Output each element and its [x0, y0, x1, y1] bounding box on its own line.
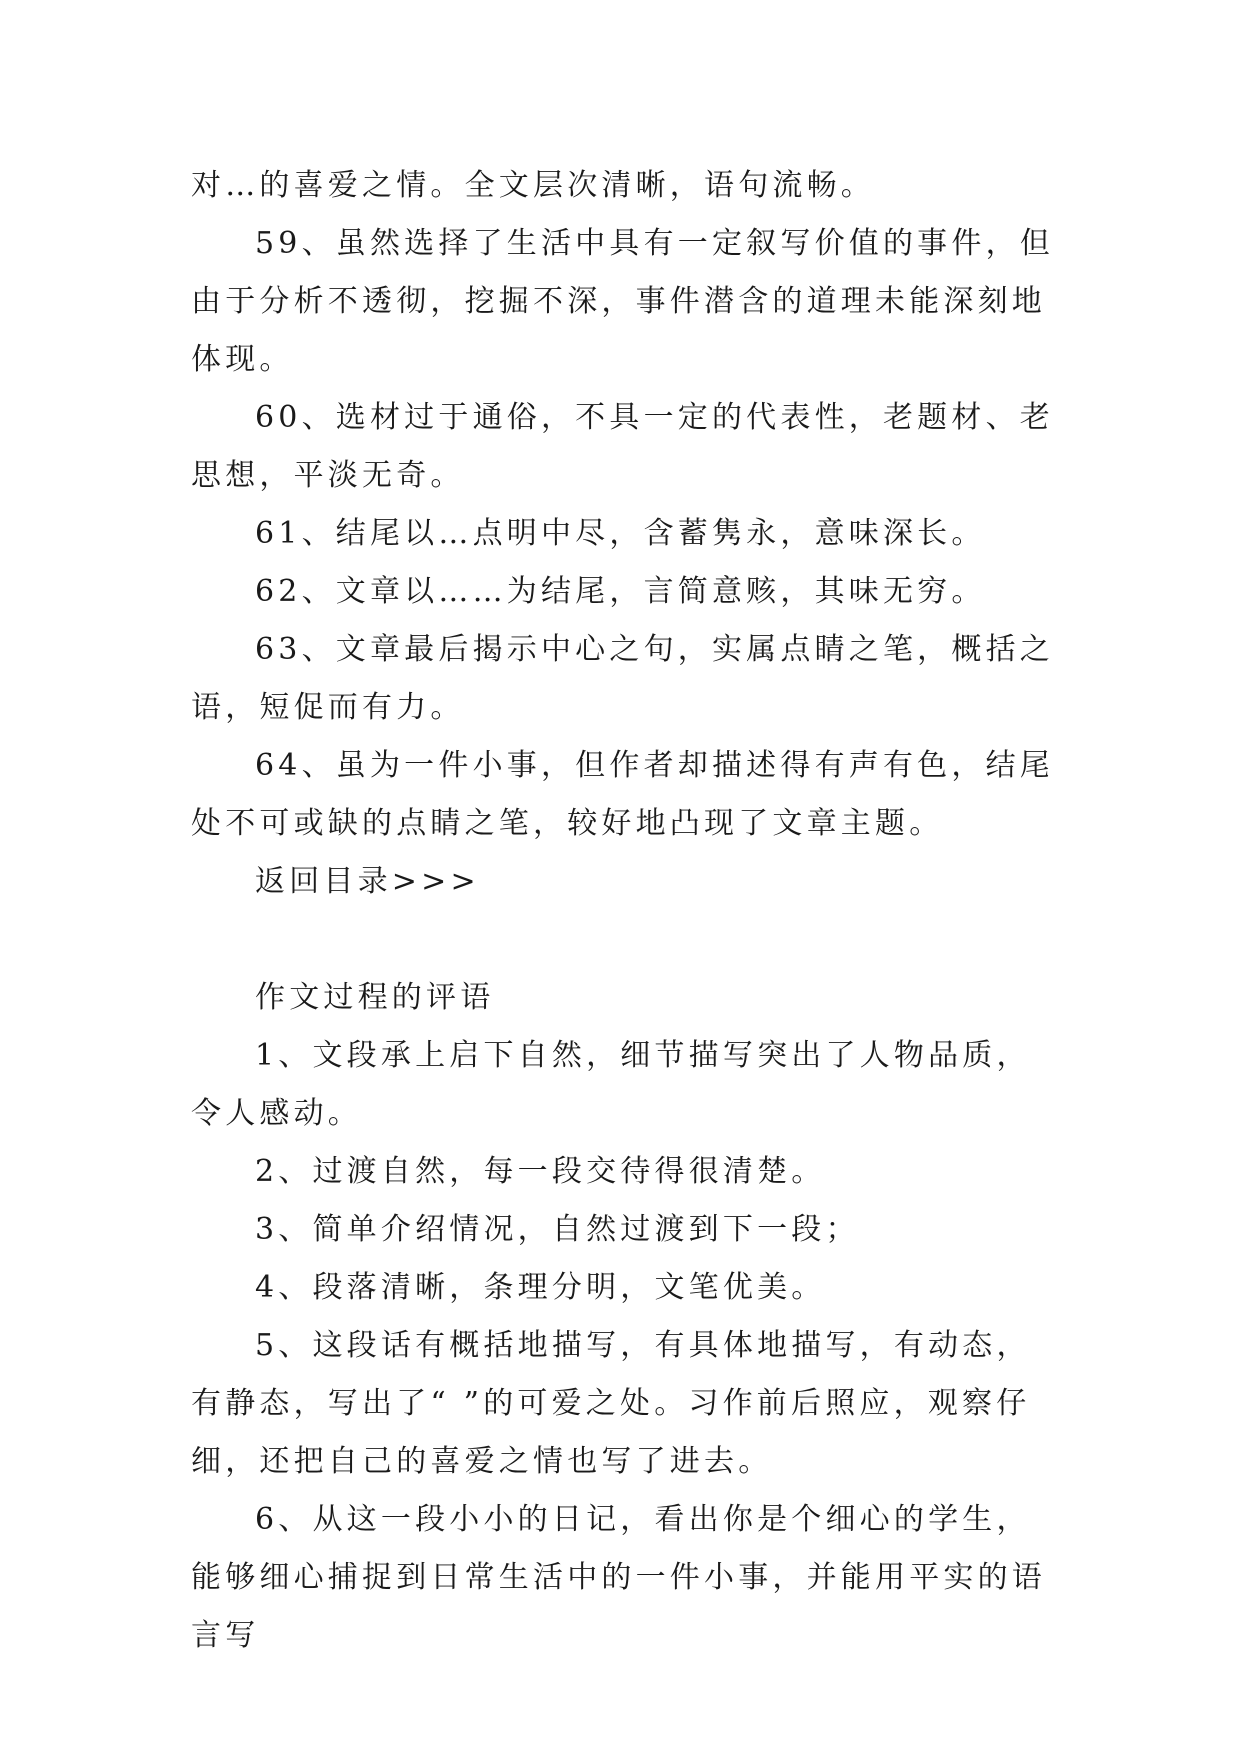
paragraph-60: 60、选材过于通俗，不具一定的代表性，老题材、老思想，平淡无奇。 [191, 400, 1054, 493]
section-spacer [191, 911, 1059, 969]
section-heading: 作文过程的评语 [255, 980, 495, 1015]
paragraph-6: 6、从这一段小小的日记，看出你是个细心的学生，能够细心捕捉到日常生活中的一件小事，并能用平实的语言写 [191, 1502, 1046, 1653]
paragraph-5: 5、这段话有概括地描写，有具体地描写，有动态，有静态，写出了“ ”的可爱之处。习作前后照应，观察仔细，还把自己的喜爱之情也写了进去。 [191, 1328, 1031, 1479]
back-to-contents-link[interactable]: 返回目录>>> [255, 864, 480, 899]
document-body [191, 157, 1059, 1665]
paragraph-59: 59、虽然选择了生活中具有一定叙写价值的事件，但由于分析不透彻，挖掘不深，事件潜含的道理未能深刻地体现。 [191, 226, 1054, 377]
paragraph-3: 3、简单介绍情况，自然过渡到下一段； [255, 1212, 860, 1247]
paragraph-61: 61、结尾以…点明中尽，含蓄隽永，意味深长。 [255, 516, 986, 551]
paragraph-64: 64、虽为一件小事，但作者却描述得有声有色，结尾处不可或缺的点睛之笔，较好地凸现了文章主题。 [191, 748, 1054, 841]
paragraph-63: 63、文章最后揭示中心之句，实属点睛之笔，概括之语，短促而有力。 [191, 632, 1054, 725]
paragraph-62: 62、文章以……为结尾，言简意赅，其味无穷。 [255, 574, 986, 609]
paragraph-4: 4、段落清晰，条理分明，文笔优美。 [255, 1270, 826, 1305]
paragraph-2: 2、过渡自然，每一段交待得很清楚。 [255, 1154, 826, 1189]
paragraph-1: 1、文段承上启下自然，细节描写突出了人物品质，令人感动。 [191, 1038, 1031, 1131]
paragraph: 对…的喜爱之情。全文层次清晰，语句流畅。 [191, 168, 875, 203]
